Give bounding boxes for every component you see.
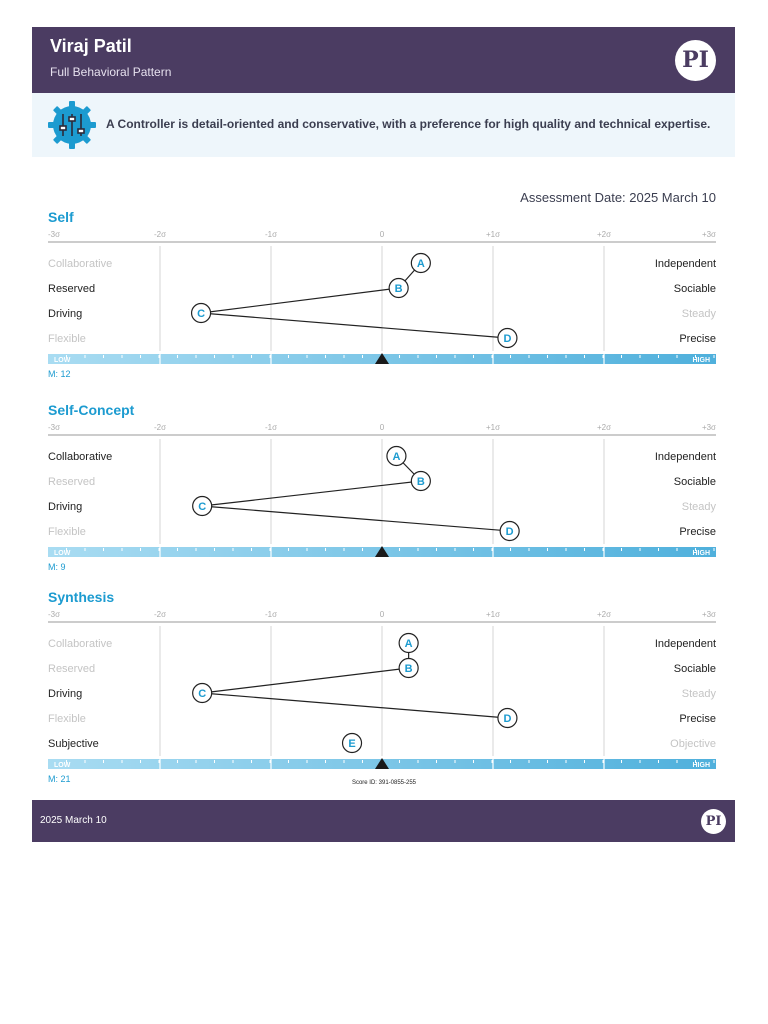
factor-point-letter: B [394, 283, 403, 295]
self-concept-chart [0, 419, 768, 589]
factor-left-label: Collaborative [48, 258, 113, 270]
axis-tick-label: +3σ [701, 230, 716, 239]
factor-point-letter: D [503, 333, 512, 345]
bar-high-label: HIGH [692, 762, 710, 769]
axis-tick-label: -1σ [264, 423, 278, 432]
m-score-label: M: 9 [48, 562, 66, 572]
axis-tick-label: 0 [379, 230, 385, 239]
factor-point-letter: A [416, 258, 425, 270]
pattern-line [202, 481, 421, 506]
factor-left-label: Reserved [48, 283, 96, 295]
report-footer [32, 800, 735, 842]
bar-high-label: HIGH [692, 357, 710, 364]
factor-point-letter: A [404, 638, 413, 650]
axis-tick-label: +2σ [596, 423, 612, 432]
factor-point-letter: C [198, 688, 207, 700]
pattern-line [201, 288, 399, 313]
m-score-label: M: 12 [48, 369, 71, 379]
axis-tick-label: -2σ [153, 230, 167, 239]
factor-right-label: Steady [681, 688, 716, 700]
self-title: Self [48, 209, 74, 225]
factor-right-label: Sociable [673, 283, 716, 295]
axis-tick-label: +2σ [596, 230, 612, 239]
synthesis-chart [0, 606, 768, 791]
bar-high-label: HIGH [692, 550, 710, 557]
axis-tick-label: -2σ [153, 610, 167, 619]
axis-tick-label: -1σ [264, 610, 278, 619]
factor-right-label: Independent [654, 638, 716, 650]
factor-point-letter: E [348, 738, 356, 750]
report-header [32, 27, 735, 93]
axis-tick-label: +1σ [485, 610, 501, 619]
report-subtitle: Full Behavioral Pattern [50, 65, 172, 79]
factor-point-letter: B [404, 663, 413, 675]
axis-tick-label: 0 [379, 610, 385, 619]
axis-tick-label: -1σ [264, 230, 278, 239]
factor-left-label: Collaborative [48, 638, 113, 650]
factor-right-label: Objective [670, 738, 716, 750]
factor-left-label: Flexible [48, 333, 86, 345]
factor-right-label: Precise [679, 333, 716, 345]
factor-point-letter: A [392, 451, 401, 463]
pi-logo-icon: PI [701, 809, 726, 834]
axis-tick-label: 0 [379, 423, 385, 432]
factor-right-label: Precise [679, 526, 716, 538]
footer-date: 2025 March 10 [40, 815, 107, 826]
pattern-line [201, 313, 507, 338]
axis-tick-label: +1σ [485, 423, 501, 432]
gear-sliders-icon [47, 100, 97, 150]
factor-left-label: Reserved [48, 476, 96, 488]
axis-tick-label: -3σ [48, 610, 61, 619]
factor-left-label: Flexible [48, 713, 86, 725]
axis-tick-label: +3σ [701, 423, 716, 432]
axis-tick-label: +2σ [596, 610, 612, 619]
factor-right-label: Sociable [673, 476, 716, 488]
factor-left-label: Subjective [48, 738, 99, 750]
factor-left-label: Driving [48, 308, 83, 320]
factor-right-label: Precise [679, 713, 716, 725]
factor-left-label: Driving [48, 688, 83, 700]
synthesis-title: Synthesis [48, 589, 115, 605]
score-id: Score ID: 391-0855-255 [351, 780, 417, 786]
summary-text: A Controller is detail-oriented and conservative, with a preference for high quality and technical expertise. [106, 117, 711, 131]
assessment-date: Assessment Date: 2025 March 10 [520, 190, 716, 205]
factor-right-label: Independent [654, 258, 716, 270]
factor-right-label: Sociable [673, 663, 716, 675]
bar-low-label: LOW [54, 762, 71, 769]
factor-left-label: Driving [48, 501, 83, 513]
pi-logo-icon: PI [675, 40, 716, 81]
axis-tick-label: -3σ [48, 423, 61, 432]
pattern-summary [32, 93, 735, 157]
factor-point-letter: C [198, 501, 207, 513]
m-score-label: M: 21 [48, 774, 71, 784]
axis-tick-label: +1σ [485, 230, 501, 239]
factor-point-letter: B [416, 476, 425, 488]
axis-tick-label: -3σ [48, 230, 61, 239]
pattern-line [202, 506, 509, 531]
axis-tick-label: +3σ [701, 610, 716, 619]
person-name: Viraj Patil [50, 36, 132, 56]
bar-low-label: LOW [54, 550, 71, 557]
factor-left-label: Collaborative [48, 451, 113, 463]
bar-low-label: LOW [54, 357, 71, 364]
self-chart [0, 226, 768, 396]
factor-right-label: Independent [654, 451, 716, 463]
factor-left-label: Flexible [48, 526, 86, 538]
factor-right-label: Steady [681, 308, 716, 320]
pattern-line [202, 693, 507, 718]
factor-point-letter: C [197, 308, 206, 320]
factor-point-letter: D [503, 713, 512, 725]
self-concept-title: Self-Concept [48, 402, 135, 418]
factor-right-label: Steady [681, 501, 716, 513]
axis-tick-label: -2σ [153, 423, 167, 432]
factor-left-label: Reserved [48, 663, 96, 675]
factor-point-letter: D [505, 526, 514, 538]
pattern-line [202, 668, 408, 693]
